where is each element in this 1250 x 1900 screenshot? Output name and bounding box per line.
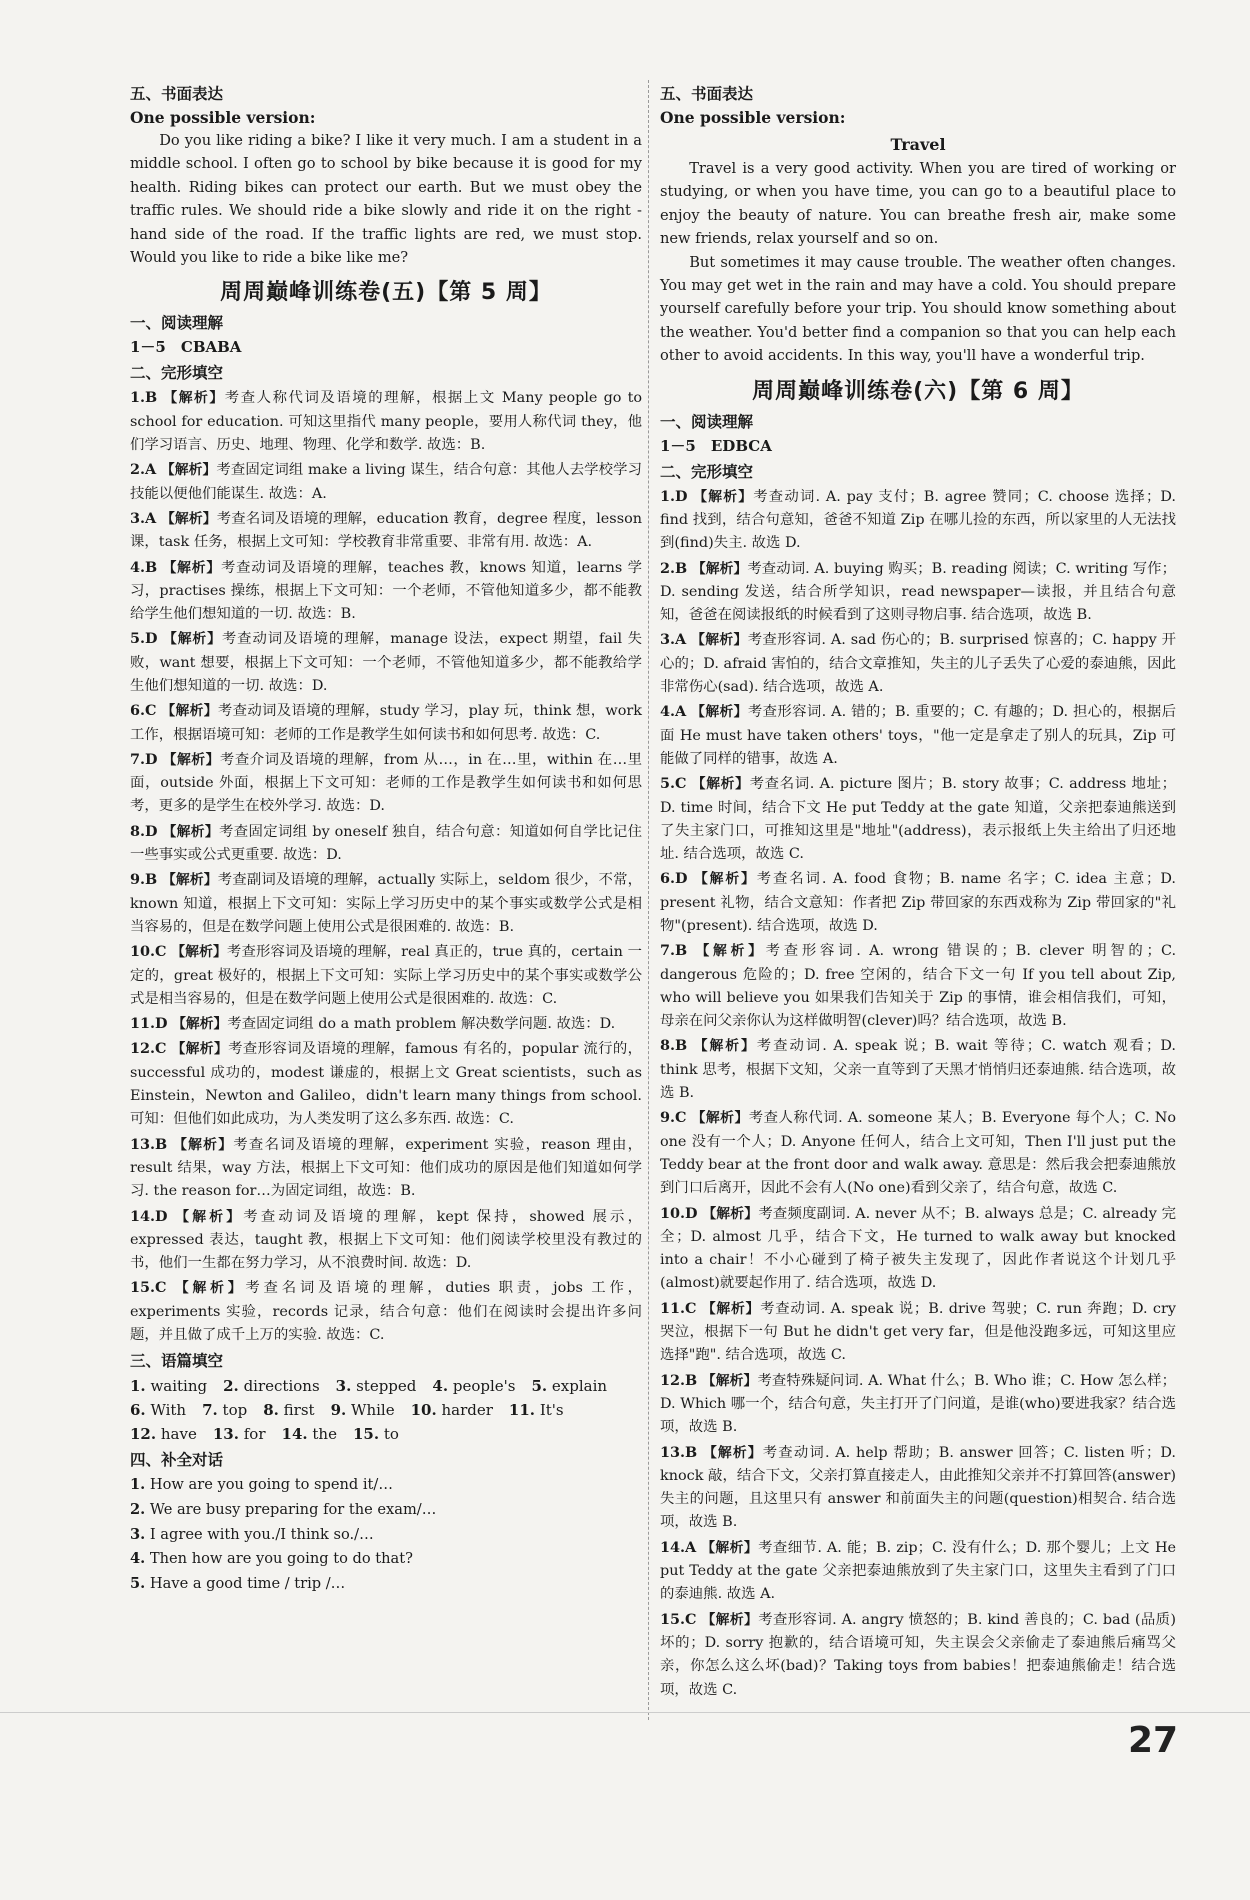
grammar-answer xyxy=(130,1374,207,1398)
item-explanation: 考查人称代词. A. someone 某人；B. Everyone 每个人；C. No one 没有一个人；D. Anyone 任何人，结合上文可知，Then I'll just put the Teddy bear at the front door and walk away. 意思是：然后我会把泰迪熊放到门口后离开，因此不会有人(No one)看到父亲了，结合句意，故选 C. xyxy=(660,1110,1177,1197)
cloze-item xyxy=(660,1608,1176,1702)
reading-heading: 一、阅读理解 xyxy=(660,412,754,431)
answer-number: 1. xyxy=(130,1476,146,1494)
item-number: 10. xyxy=(130,943,156,961)
item-answer: D xyxy=(145,822,158,840)
answer-word: While xyxy=(351,1401,395,1420)
item-explanation: 考查介词及语境的理解，from 从…，in 在…里，within 在…里面，outside 外面，根据上下文可知：老师的工作是教学生如何读书和如何思考，更多的是学生在校外学习. 故选：D. xyxy=(130,751,643,815)
analysis-tag: 【解析】 xyxy=(691,704,748,721)
answer-text: Have a good time / trip /… xyxy=(149,1574,346,1592)
item-answer: D xyxy=(145,630,158,648)
cloze-item xyxy=(130,1037,642,1131)
cloze-item xyxy=(660,1034,1176,1105)
analysis-tag: 【解析】 xyxy=(691,1110,749,1127)
cloze-item xyxy=(130,1205,642,1276)
grammar-answer xyxy=(213,1422,266,1446)
item-number: 5. xyxy=(660,775,676,793)
item-answer: C xyxy=(155,943,167,961)
cloze-item xyxy=(130,699,642,747)
item-answer: D xyxy=(145,750,158,768)
item-explanation: 考查名词. A. picture 图片；B. story 故事；C. address 地址；D. time 时间，结合下文 He put Teddy at the gate 知道，父亲把泰迪熊送到了失主家门口，可推知这里是"地址"(address)，表示报纸上失主给出了归还地址. 结合选项，故选 C. xyxy=(660,776,1177,863)
answer-number: 2. xyxy=(130,1500,146,1518)
answer-text: Then how are you going to do that? xyxy=(149,1550,413,1568)
item-answer: A xyxy=(145,461,157,479)
reading-heading: 一、阅读理解 xyxy=(130,314,224,333)
item-explanation: 考查名词. A. food 食物；B. name 名字；C. idea 主意；D. present 礼物，结合文意知：作者把 Zip 带回家的东西戏称为 Zip 带回家的"礼物"(present). 结合选项，故选 D. xyxy=(660,871,1177,934)
item-answer: D xyxy=(155,1015,168,1033)
item-number: 2. xyxy=(660,559,676,577)
reading-answers: 1－5 EDBCA xyxy=(660,436,772,455)
item-number: 3. xyxy=(660,631,676,649)
item-answer: C xyxy=(675,1109,687,1127)
answer-number: 11. xyxy=(508,1401,536,1420)
item-explanation: 考查动词及语境的理解，study 学习，play 玩，think 想，work 工作，根据语境可知：老师的工作是教学生如何读书和如何思考. 故选：C. xyxy=(130,703,643,743)
cloze-item xyxy=(130,386,642,457)
grammar-heading: 三、语篇填空 xyxy=(130,1352,224,1371)
item-explanation: 考查形容词. A. angry 愤怒的；B. kind 善良的；C. bad (品质)坏的；D. sorry 抱歉的，结合语境可知，失主误会父亲偷走了泰迪熊后痛骂父亲，你怎么这么坏(bad)？Taking toys from babies！把泰迪熊偷走！结合选项，故选 C. xyxy=(660,1611,1177,1698)
item-number: 10. xyxy=(660,1204,686,1222)
writing-subheading: One possible version: xyxy=(660,108,846,127)
cloze-item xyxy=(130,507,642,555)
answer-text: I agree with you./I think so./… xyxy=(149,1525,374,1543)
answer-number: 3. xyxy=(335,1377,352,1396)
item-number: 8. xyxy=(660,1037,676,1055)
dialog-answer xyxy=(130,1473,642,1498)
answer-word: have xyxy=(160,1425,197,1444)
item-answer: C xyxy=(685,1610,697,1628)
item-number: 1. xyxy=(660,487,676,505)
item-number: 13. xyxy=(660,1443,686,1461)
item-explanation: 考查频度副词. A. never 从不；B. always 总是；C. already 完全；D. almost 几乎，结合下文，He turned to walk away but knocked into a chair！不小心碰到了椅子被失主发现了，因此作者说这个计划几乎(almost)就要起作用了. 结合选项，故选 D. xyxy=(660,1205,1177,1292)
grammar-answer xyxy=(202,1398,247,1422)
left-column xyxy=(130,80,642,1596)
answer-word: With xyxy=(150,1401,187,1420)
item-answer: C xyxy=(685,1299,697,1317)
answer-number: 7. xyxy=(202,1401,218,1420)
reading-answers: 1－5 CBABA xyxy=(130,338,242,357)
cloze-item xyxy=(130,820,642,868)
item-number: 6. xyxy=(130,702,146,720)
cloze-item xyxy=(660,1202,1176,1296)
item-explanation: 考查特殊疑问词. A. What 什么；B. Who 谁；C. How 怎么样；D. Which 哪一个，结合句意，失主打开了门问道，是谁(who)要进我家？结合选项，故选 B. xyxy=(660,1372,1177,1436)
grammar-answer xyxy=(223,1374,320,1398)
essay-paragraph: But sometimes it may cause trouble. The weather often changes. You may get wet in the rain and may have a cold. You should prepare yourself carefully before your trip. You should know something about the weather. You'd better find a companion so that you can help each other to avoid accidents. In this way, you'll have a wonderful trip. xyxy=(660,253,1176,365)
analysis-tag: 【解析】 xyxy=(171,1041,229,1058)
dialog-answer xyxy=(130,1498,642,1523)
answer-number: 4. xyxy=(130,1550,146,1568)
item-number: 15. xyxy=(130,1279,156,1297)
answer-number: 3. xyxy=(130,1525,146,1543)
item-number: 12. xyxy=(130,1040,156,1058)
answer-text: How are you going to spend it/… xyxy=(149,1476,393,1494)
cloze-item xyxy=(130,556,642,627)
analysis-tag: 【解析】 xyxy=(161,703,218,720)
grammar-answer xyxy=(282,1422,337,1446)
answer-word: waiting xyxy=(150,1377,208,1396)
item-answer: B xyxy=(145,558,158,576)
analysis-tag: 【解析】 xyxy=(695,943,766,960)
analysis-tag: 【解析】 xyxy=(701,1611,759,1628)
item-number: 11. xyxy=(130,1015,156,1033)
item-explanation: 考查名词及语境的理解，experiment 实验，reason 理由，result 结果，way 方法，根据上下文可知：他们成功的原因是他们知道如何学习. the reason for…为固定词组，故选：B. xyxy=(130,1136,643,1200)
item-explanation: 考查动词及语境的理解，teaches 教，knows 知道，learns 学习，practises 操练，根据上下文可知：一个老师，不管他知道多少，都不能教给学生他们想知道的一切. 故选：B. xyxy=(130,559,643,623)
grammar-row xyxy=(130,1398,642,1422)
grammar-answer xyxy=(331,1398,395,1422)
analysis-tag: 【解析】 xyxy=(701,1539,759,1556)
writing-heading: 五、书面表达 xyxy=(130,85,224,103)
answer-word: It's xyxy=(539,1401,564,1420)
item-explanation: 考查形容词. A. 错的；B. 重要的；C. 有趣的；D. 担心的，根据后面 He must have taken others' toys，"他一定是拿走了别人的玩具，Zip 可能做了同样的错事，故选 A. xyxy=(660,704,1176,767)
item-explanation: 考查人称代词及语境的理解，根据上文 Many people go to school for education. 可知这里指代 many people，要用人称代词 they，他们学习语言、历史、地理、物理、化学和数学. 故选：B. xyxy=(130,390,643,454)
analysis-tag: 【解析】 xyxy=(160,510,217,527)
item-answer: C xyxy=(155,1279,167,1297)
writing-paragraph: Do you like riding a bike? I like it very much. I am a student in a middle school. I often go to school by bike because it is good for my health. Riding bikes can protect our earth. But we must obey the traffic rules. We should ride a bike slowly and ride it on the right - hand side of the road. If the traffic lights are red, we must stop. Would you like to ride a bike like me? xyxy=(130,132,642,267)
item-explanation: 考查动词. A. buying 购买；B. reading 阅读；C. writing 写作；D. sending 发送，结合所学知识，read newspaper—读报，并且结合句意知，爸爸在阅读报纸的时候看到了这则寻物启事. 结合选项，故选 B. xyxy=(660,560,1177,624)
item-number: 1. xyxy=(130,389,146,407)
item-answer: B xyxy=(685,1443,698,1461)
dialog-heading: 四、补全对话 xyxy=(130,1451,224,1470)
item-explanation: 考查动词. A. help 帮助；B. answer 回答；C. listen 听；D. knock 敲，结合下文，父亲打算直接走人，由此推知父亲并不打算回答(answer)失主的问题，且这里只有 answer 和前面失主的问题(question)相契合. 结合选项，故选 B. xyxy=(660,1444,1177,1531)
item-answer: B xyxy=(685,1371,698,1389)
item-explanation: 考查固定词组 make a living 谋生，结合句意：其他人去学校学习技能以便他们能谋生. 故选：A. xyxy=(130,462,643,502)
grammar-answer xyxy=(531,1374,607,1398)
item-explanation: 考查名词及语境的理解，duties 职责，jobs 工作，experiments 实验，records 记录，结合句意：他们在阅读时会提出许多问题，并且做了成千上万的实验. 故选：C. xyxy=(130,1280,643,1344)
item-answer: C xyxy=(155,1040,167,1058)
cloze-item xyxy=(130,1276,642,1347)
answer-number: 13. xyxy=(212,1425,239,1444)
item-answer: A xyxy=(685,1538,697,1556)
essay-paragraph: Travel is a very good activity. When you are tired of working or studying, or when you have time, you can go to a beautiful place to enjoy the beauty of nature. You can breathe fresh air, make some new friends, relax yourself and so on. xyxy=(660,160,1176,248)
answer-word: stepped xyxy=(356,1377,417,1396)
analysis-tag: 【解析】 xyxy=(691,560,748,577)
answer-word: explain xyxy=(551,1377,608,1396)
item-number: 14. xyxy=(130,1207,156,1225)
item-explanation: 考查形容词. A. wrong 错误的；B. clever 明智的；C. dangerous 危险的；D. free 空闲的，结合下文一句 If you tell about Zip, who will believe you 如果我们告知关于 Zip 的事情，谁会相信我们，可知，母亲在问父亲你认为这样做明智(clever)吗？结合选项，故选 B. xyxy=(660,943,1177,1030)
item-number: 15. xyxy=(660,1610,686,1628)
grammar-answer xyxy=(130,1422,197,1446)
analysis-tag: 【解析】 xyxy=(701,1300,761,1317)
item-explanation: 考查固定词组 by oneself 独自，结合句意：知道如何自学比记住一些事实或公式更重要. 故选：D. xyxy=(130,823,642,864)
item-number: 2. xyxy=(130,461,146,479)
cloze-item xyxy=(660,939,1176,1033)
dialog-answer xyxy=(130,1523,642,1548)
answer-word: first xyxy=(283,1401,315,1420)
item-number: 7. xyxy=(130,750,146,768)
item-answer: A xyxy=(675,703,687,721)
cloze-item xyxy=(130,627,642,698)
item-answer: B xyxy=(145,389,158,407)
item-answer: B xyxy=(145,871,158,889)
item-explanation: 考查名词及语境的理解，education 教育，degree 程度，lesson 课，task 任务，根据上文可知：学校教育非常重要、非常有用. 故选：A. xyxy=(130,510,643,551)
analysis-tag: 【解析】 xyxy=(702,1444,763,1461)
grammar-answer xyxy=(411,1398,493,1422)
item-answer: B xyxy=(675,559,688,577)
answer-number: 15. xyxy=(352,1425,380,1444)
item-answer: A xyxy=(675,631,687,649)
grammar-answer xyxy=(336,1374,417,1398)
item-answer: B xyxy=(675,942,688,960)
item-number: 11. xyxy=(660,1299,686,1317)
item-explanation: 考查动词及语境的理解，kept 保持，showed 展示，expressed 表达，taught 教，根据上下文可知：他们阅读学校里没有教过的书，他们一生都在努力学习，从不浪费时间. 故选：D. xyxy=(130,1208,642,1272)
analysis-tag: 【解析】 xyxy=(163,390,225,407)
grammar-answer xyxy=(353,1422,399,1446)
analysis-tag: 【解析】 xyxy=(162,559,221,576)
item-explanation: 考查动词及语境的理解，manage 设法，expect 期望，fail 失败，want 想要，根据上下文可知：一个老师，不管他知道多少，都不能教给学生他们想知道的一切. 故选：D. xyxy=(130,631,643,694)
answer-number: 4. xyxy=(432,1377,449,1396)
cloze-item xyxy=(660,1441,1176,1535)
grammar-answer xyxy=(263,1398,314,1422)
answer-word: for xyxy=(243,1425,266,1444)
item-answer: C xyxy=(145,702,157,720)
answer-number: 10. xyxy=(410,1401,437,1420)
item-number: 7. xyxy=(660,942,676,960)
cloze-item xyxy=(130,1012,642,1036)
answer-number: 5. xyxy=(531,1377,548,1396)
analysis-tag: 【解析】 xyxy=(693,488,754,505)
dialog-answer xyxy=(130,1572,642,1597)
cloze-heading: 二、完形填空 xyxy=(130,364,224,383)
cloze-heading: 二、完形填空 xyxy=(660,462,754,481)
cloze-item xyxy=(660,628,1176,699)
item-number: 3. xyxy=(130,509,146,527)
cloze-item xyxy=(660,772,1176,866)
item-answer: D xyxy=(155,1207,168,1225)
analysis-tag: 【解析】 xyxy=(162,751,220,768)
answer-number: 14. xyxy=(281,1425,308,1444)
item-number: 8. xyxy=(130,822,146,840)
item-answer: D xyxy=(675,487,688,505)
essay-title: Travel xyxy=(890,135,946,154)
item-explanation: 考查细节. A. 能；B. zip；C. 没有什么；D. 那个婴儿；上文 He put Teddy at the gate 父亲把泰迪熊放到了失主家门口，这里失主看到了门口的泰迪熊. 故选 A. xyxy=(660,1539,1177,1603)
item-explanation: 考查形容词及语境的理解，famous 有名的，popular 流行的，successful 成功的，modest 谦虚的，根据上文 Great scientists，such as Einstein，Newton and Galileo，didn't learn many things from school. 可知：但他们如此成功，为人类发明了这么多东西. 故选：C. xyxy=(130,1041,643,1128)
item-number: 9. xyxy=(660,1109,676,1127)
answer-number: 9. xyxy=(330,1401,347,1420)
analysis-tag: 【解析】 xyxy=(161,872,218,889)
writing-heading: 五、书面表达 xyxy=(660,85,754,103)
item-explanation: 考查形容词及语境的理解，real 真正的，true 真的，certain 一定的，great 极好的，根据上下文可知：实际上学习历史中的某个事实或数学公式是相当容易的，但是在数学问题上使用公式是很困难的. 故选：C. xyxy=(130,944,642,1007)
analysis-tag: 【解析】 xyxy=(693,1038,757,1055)
answer-word: people's xyxy=(452,1377,516,1396)
cloze-list xyxy=(660,485,1176,1702)
column-divider xyxy=(648,80,649,1720)
footer-rule xyxy=(0,1712,1250,1713)
answer-number: 1. xyxy=(130,1377,146,1396)
item-explanation: 考查副词及语境的理解，actually 实际上，seldom 很少，不常，known 知道，根据上下文可知：实际上学习历史中的某个事实或数学公式是相当容易的，但是在数学问题上使用公式是很困难的. 故选：B. xyxy=(130,872,643,935)
right-column xyxy=(660,80,1176,1703)
item-explanation: 考查固定词组 do a math problem 解决数学问题. 故选：D. xyxy=(227,1016,616,1033)
cloze-list xyxy=(130,386,642,1347)
item-number: 4. xyxy=(130,558,146,576)
item-number: 6. xyxy=(660,870,676,888)
dialog-answers xyxy=(130,1473,642,1596)
analysis-tag: 【解析】 xyxy=(693,871,757,888)
answer-word: top xyxy=(222,1401,248,1420)
cloze-item xyxy=(660,1369,1176,1440)
answer-number: 2. xyxy=(223,1377,239,1396)
answer-text: We are busy preparing for the exam/… xyxy=(149,1500,437,1518)
grammar-row xyxy=(130,1422,642,1446)
grammar-fill-answers xyxy=(130,1374,642,1446)
grammar-answer xyxy=(432,1374,515,1398)
analysis-tag: 【解析】 xyxy=(162,823,220,840)
item-answer: C xyxy=(675,775,687,793)
answer-word: directions xyxy=(243,1377,320,1396)
analysis-tag: 【解析】 xyxy=(702,1205,759,1222)
cloze-item xyxy=(660,485,1176,556)
dialog-answer xyxy=(130,1547,642,1572)
analysis-tag: 【解析】 xyxy=(172,1016,228,1033)
cloze-item xyxy=(660,1106,1176,1200)
analysis-tag: 【解析】 xyxy=(160,462,217,479)
analysis-tag: 【解析】 xyxy=(691,776,750,793)
answer-word: the xyxy=(312,1425,337,1444)
cloze-item xyxy=(130,940,642,1011)
item-answer: D xyxy=(675,870,688,888)
analysis-tag: 【解析】 xyxy=(163,631,222,648)
analysis-tag: 【解析】 xyxy=(171,944,227,961)
grammar-answer xyxy=(130,1398,186,1422)
answer-number: 8. xyxy=(263,1401,279,1420)
item-number: 12. xyxy=(660,1371,686,1389)
answer-number: 6. xyxy=(130,1401,146,1420)
cloze-item xyxy=(660,700,1176,771)
item-number: 13. xyxy=(130,1135,156,1153)
cloze-item xyxy=(130,868,642,939)
answer-number: 5. xyxy=(130,1574,146,1592)
answer-word: harder xyxy=(441,1401,493,1420)
answer-word: to xyxy=(383,1425,399,1444)
cloze-item xyxy=(660,1297,1176,1368)
cloze-item xyxy=(660,867,1176,938)
item-answer: A xyxy=(145,509,157,527)
analysis-tag: 【解析】 xyxy=(701,1372,758,1389)
analysis-tag: 【解析】 xyxy=(173,1136,234,1153)
item-explanation: 考查动词. A. pay 支付；B. agree 赞同；C. choose 选择；D. find 找到，结合句意知，爸爸不知道 Zip 在哪儿捡的东西，所以家里的人无法找到(find)失主. 故选 D. xyxy=(660,488,1177,552)
analysis-tag: 【解析】 xyxy=(691,632,748,649)
test-title: 周周巅峰训练卷(六)【第 6 周】 xyxy=(752,378,1084,404)
cloze-item xyxy=(660,1536,1176,1607)
writing-subheading: One possible version: xyxy=(130,108,316,127)
item-explanation: 考查动词. A. speak 说；B. drive 驾驶；C. run 奔跑；D. cry 哭泣，根据下一句 But he didn't get very far，但是他没跑多远，可知这里应选择"跑". 结合选项，故选 C. xyxy=(660,1300,1176,1364)
analysis-tag: 【解析】 xyxy=(175,1208,244,1225)
cloze-item xyxy=(130,1133,642,1204)
grammar-answer xyxy=(509,1398,564,1422)
item-number: 5. xyxy=(130,630,146,648)
item-answer: D xyxy=(685,1204,698,1222)
cloze-item xyxy=(130,458,642,506)
cloze-item xyxy=(660,557,1176,628)
test-title: 周周巅峰训练卷(五)【第 5 周】 xyxy=(220,280,552,306)
answer-number: 12. xyxy=(130,1425,157,1444)
grammar-row xyxy=(130,1374,642,1398)
item-answer: B xyxy=(675,1037,688,1055)
item-number: 4. xyxy=(660,703,676,721)
analysis-tag: 【解析】 xyxy=(174,1280,246,1297)
page-number: 27 xyxy=(1128,1720,1179,1761)
item-answer: B xyxy=(155,1135,168,1153)
item-explanation: 考查形容词. A. sad 伤心的；B. surprised 惊喜的；C. happy 开心的；D. afraid 害怕的，结合文章推知，失主的儿子丢失了心爱的泰迪熊，因此非常伤心(sad). 结合选项，故选 A. xyxy=(660,632,1177,696)
item-number: 14. xyxy=(660,1538,686,1556)
item-explanation: 考查动词. A. speak 说；B. wait 等待；C. watch 观看；D. think 思考，根据下文知，父亲一直等到了天黑才悄悄归还泰迪熊. 结合选项，故选 B. xyxy=(660,1038,1176,1102)
item-number: 9. xyxy=(130,871,146,889)
cloze-item xyxy=(130,748,642,819)
